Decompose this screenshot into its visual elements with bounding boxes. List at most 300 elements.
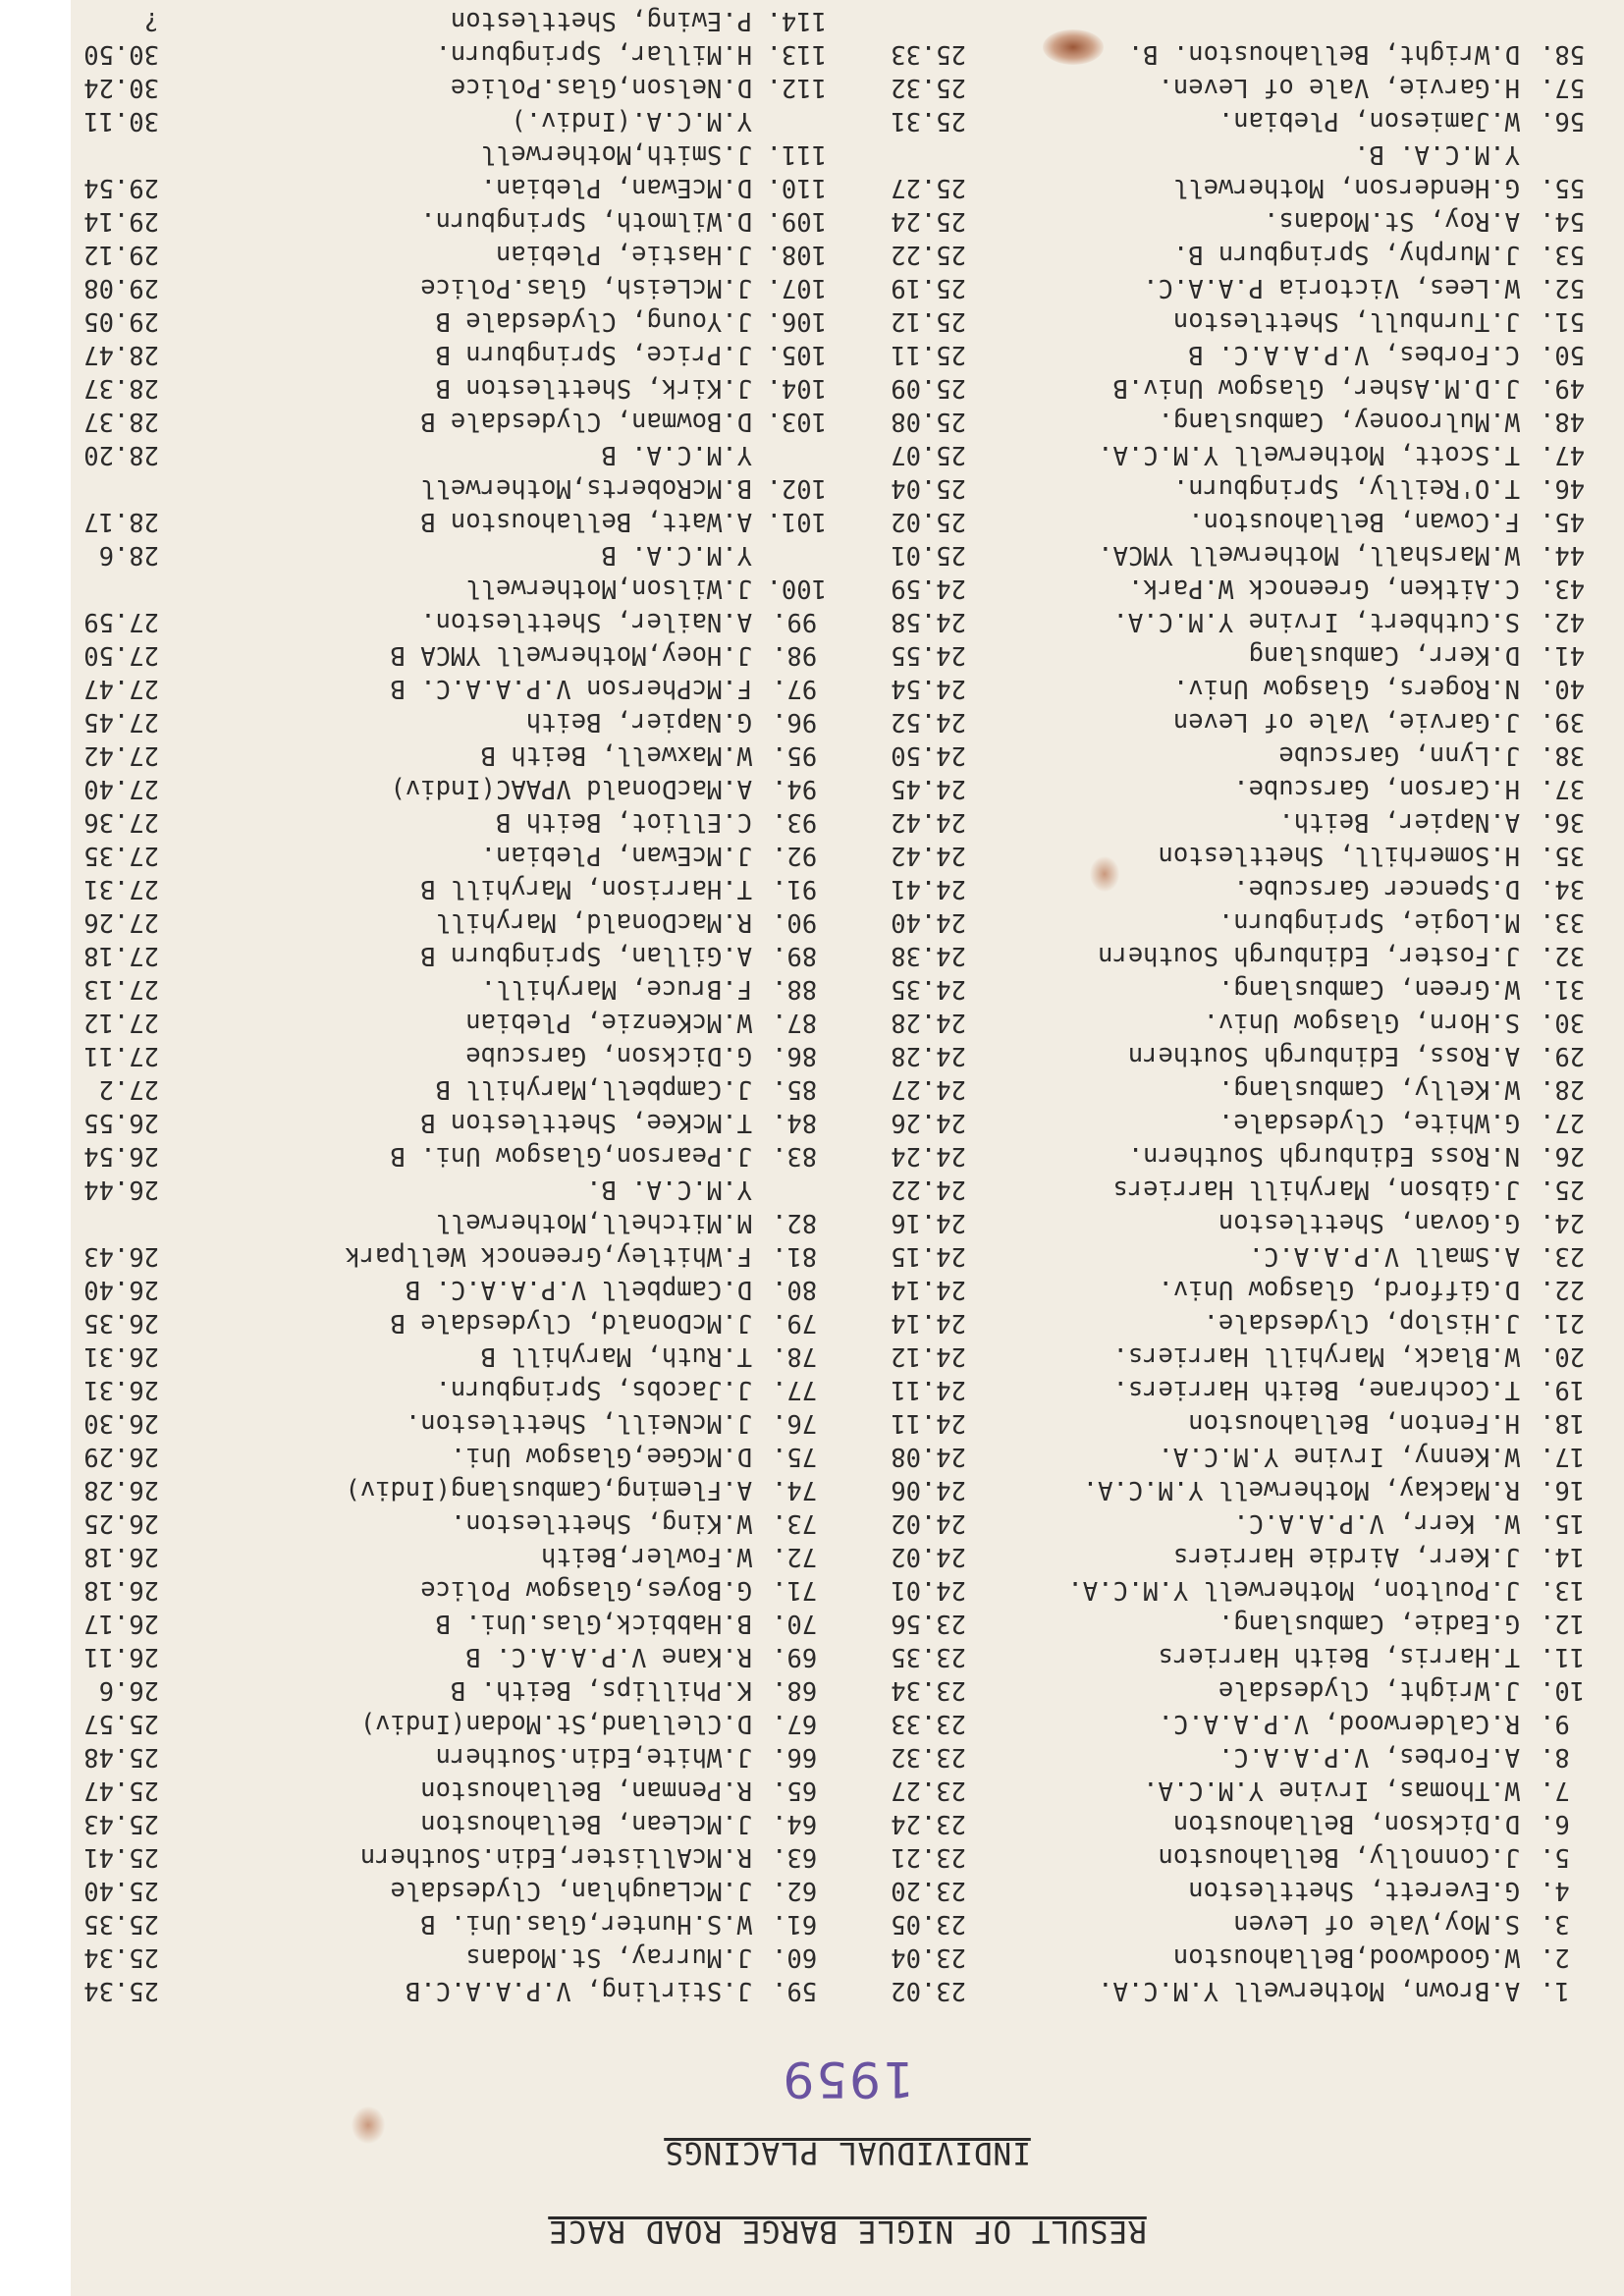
placing-time: 24.50 [891, 740, 966, 770]
placing-time: 26.11 [83, 1642, 159, 1671]
placing-position: 37. [1540, 774, 1586, 803]
placing-time: 23.24 [891, 1809, 966, 1838]
placing-position: 40. [1540, 674, 1586, 703]
placing-time: 26.43 [83, 1241, 159, 1271]
placing-time: 25.57 [83, 1709, 159, 1738]
placing-position: 71. [772, 1575, 818, 1605]
placing-time: 28.17 [83, 507, 159, 536]
placing-position: 19. [1540, 1375, 1586, 1404]
placing-name: J.Murphy, Springburn B. [1172, 240, 1520, 269]
placing-time: 30.24 [83, 73, 159, 102]
placing-time: 25.09 [891, 373, 966, 403]
placing-position: 106. [766, 306, 827, 336]
placing-time: 27.35 [83, 841, 159, 870]
placing-position: 91. [772, 874, 818, 903]
placing-name: A.Brown, Motherwell Y.M.C.A. [1098, 1976, 1520, 2005]
placing-time: 23.20 [891, 1876, 966, 1905]
placing-name: G.White, Clydesdale. [1218, 1108, 1520, 1137]
placing-name: R.Kane V.P.A.A.C. B [465, 1642, 752, 1671]
placing-time: 27.31 [83, 874, 159, 903]
placing-position: 59. [772, 1976, 818, 2005]
placing-time: 25.34 [83, 1942, 159, 1972]
placing-name: J.Hastie, Plebian [496, 240, 752, 269]
placing-name: J.McDonald, Clydesdale B [390, 1308, 752, 1338]
placing-position: 77. [772, 1375, 818, 1404]
placing-position: 29. [1540, 1041, 1586, 1070]
scanner-margin [0, 0, 71, 2296]
placing-time: 24.54 [891, 674, 966, 703]
placing-time: 24.02 [891, 1508, 966, 1538]
placing-time: 28.37 [83, 373, 159, 403]
placing-name: A.Ross, Edinburgh Southern [1127, 1041, 1520, 1070]
placing-time: 25.08 [891, 407, 966, 436]
placing-position: 13. [1540, 1575, 1586, 1605]
placing-position: 72. [772, 1542, 818, 1571]
placing-position: 80. [772, 1275, 818, 1304]
placing-time: 26.35 [83, 1308, 159, 1338]
placing-position: 52. [1540, 273, 1586, 302]
placing-time: 27.26 [83, 907, 159, 937]
placing-name: C.Aitken, Greenock W.Park. [1127, 574, 1520, 603]
placing-position: 95. [772, 740, 818, 770]
placing-name: F.Whitley,Greenock Wellpark [345, 1241, 752, 1271]
placing-time: 27.42 [83, 740, 159, 770]
placing-name: J.Jacobs, Springburn. [435, 1375, 752, 1404]
placing-position: 28. [1540, 1074, 1586, 1104]
placing-time: 28.6 [98, 540, 159, 570]
placing-name: D.Clelland,St.Modan(Indiv) [359, 1709, 752, 1738]
placing-name: R.McAllister,Edin.Southern [359, 1842, 752, 1872]
placing-name: A.Forbes, V.P.A.A.C. [1218, 1742, 1520, 1772]
placing-time: 24.24 [891, 1141, 966, 1171]
placing-time: 25.02 [891, 507, 966, 536]
placing-position: 55. [1540, 173, 1586, 202]
placing-position: 75. [772, 1442, 818, 1471]
placing-position: 85. [772, 1074, 818, 1104]
placing-name: W.Goodwood,Bellahouston [1172, 1942, 1520, 1972]
placing-time: 26.18 [83, 1542, 159, 1571]
placing-time: 26.55 [83, 1108, 159, 1137]
placing-name: S.Cuthbert, Irvine Y.M.C.A. [1112, 607, 1520, 636]
placing-name: J.McLaughlan, Clydesdale [390, 1876, 752, 1905]
placing-name: G.Eadie, Cambuslang. [1218, 1609, 1520, 1638]
placing-name: A.Nailer, Shettleston. [420, 607, 752, 636]
placing-name: G.Everett, Shettleston [1188, 1876, 1520, 1905]
placing-time: 24.11 [891, 1375, 966, 1404]
placing-time: 28.20 [83, 440, 159, 469]
placing-position: 21. [1540, 1308, 1586, 1338]
placing-name: R.Mackay, Motherwell Y.M.C.A. [1082, 1475, 1520, 1504]
placing-name: J.Campbell,Maryhill B [435, 1074, 752, 1104]
placing-time: 25.40 [83, 1876, 159, 1905]
placing-name: G.Govan, Shettleston [1218, 1208, 1520, 1237]
placing-name: W.Marshall, Motherwell YMCA. [1098, 540, 1520, 570]
placing-time: 26.54 [83, 1141, 159, 1171]
placing-name: J.Turnbull, Shettleston [1172, 306, 1520, 336]
placing-position: 105. [766, 340, 827, 369]
placing-time: 24.14 [891, 1308, 966, 1338]
placing-name: H.Carson, Garscube. [1233, 774, 1520, 803]
placing-time: 25.27 [891, 173, 966, 202]
placing-time: 27.50 [83, 640, 159, 670]
placing-name: Y.M.C.A.(Indiv.) [511, 106, 752, 136]
placing-time: 29.54 [83, 173, 159, 202]
placing-position: 110. [766, 173, 827, 202]
placing-time: 25.41 [83, 1842, 159, 1872]
placing-position: 42. [1540, 607, 1586, 636]
placing-time: 24.55 [891, 640, 966, 670]
placing-time: 24.45 [891, 774, 966, 803]
placing-position: 100. [766, 574, 827, 603]
placing-name: R.MacDonald, Maryhill [435, 907, 752, 937]
placing-position: 54. [1540, 206, 1586, 236]
placing-name: J.Pearson,Glasgow Uni. B [390, 1141, 752, 1171]
placing-name: G.Napier, Beith [525, 707, 752, 737]
placing-position: 67. [772, 1709, 818, 1738]
placing-time: 25.43 [83, 1809, 159, 1838]
placing-time: 24.35 [891, 974, 966, 1004]
placing-time: 24.28 [891, 1041, 966, 1070]
placing-name: W.Thomas, Irvine Y.M.C.A. [1143, 1776, 1520, 1805]
placing-position: 53. [1540, 240, 1586, 269]
placing-time: 26.30 [83, 1408, 159, 1438]
placing-name: W.McKenzie, Plebian [465, 1008, 752, 1037]
placing-time: 24.15 [891, 1241, 966, 1271]
placing-time: 27.11 [83, 1041, 159, 1070]
placing-time: 23.02 [891, 1976, 966, 2005]
placing-time: 23.05 [891, 1909, 966, 1939]
placing-name: W.Black, Maryhill Harriers. [1112, 1341, 1520, 1371]
placing-time: 24.58 [891, 607, 966, 636]
placing-time: 25.48 [83, 1742, 159, 1772]
placing-position: 112. [766, 73, 827, 102]
placing-name: J.McLean, Bellahouston [420, 1809, 752, 1838]
placing-position: 14. [1540, 1542, 1586, 1571]
placing-position: 44. [1540, 540, 1586, 570]
placing-name: A.MacDonald VPAAC(Indiv) [390, 774, 752, 803]
placing-time: 26.44 [83, 1175, 159, 1204]
results-sheet [71, 0, 1624, 2296]
placing-time: 27.40 [83, 774, 159, 803]
placing-name: D.Wright, Bellahouston. B. [1127, 39, 1520, 69]
placing-time: 23.27 [891, 1776, 966, 1805]
placing-position: 86. [772, 1041, 818, 1070]
placing-name: T.Harrison, Maryhill B [420, 874, 752, 903]
placing-name: K.Phillips, Beith. B [450, 1675, 752, 1705]
placing-name: J.Young, Clydesdale B [435, 306, 752, 336]
placing-name: A.Watt, Bellahouston B [420, 507, 752, 536]
placing-name: W.Maxwell, Beith B [480, 740, 752, 770]
placing-time: 24.27 [891, 1074, 966, 1104]
placing-position: 35. [1540, 841, 1586, 870]
placing-position: 24. [1540, 1208, 1586, 1237]
placing-time: 24.52 [891, 707, 966, 737]
placing-name: W.Kenny, Irvine Y.M.C.A. [1158, 1442, 1520, 1471]
placing-position: 5. [1540, 1842, 1570, 1872]
placing-time: 26.6 [98, 1675, 159, 1705]
placing-time: 25.07 [891, 440, 966, 469]
placing-name: J.Murray, St.Modans [465, 1942, 752, 1972]
placing-name: C.Elliot, Beith B [496, 807, 752, 837]
placing-time: 25.34 [83, 1976, 159, 2005]
placing-time: 25.32 [891, 73, 966, 102]
placing-time: 26.40 [83, 1275, 159, 1304]
placing-name: J.White,Edin.Southern [435, 1742, 752, 1772]
placing-position: 45. [1540, 507, 1586, 536]
placing-position: 15. [1540, 1508, 1586, 1538]
placing-time: 29.08 [83, 273, 159, 302]
placing-position: 82. [772, 1208, 818, 1237]
placing-position: 87. [772, 1008, 818, 1037]
placing-time: 27.36 [83, 807, 159, 837]
placing-name: A.Fleming,Cambuslang(Indiv) [345, 1475, 752, 1504]
placing-time: 23.04 [891, 1942, 966, 1972]
placing-name: H.Garvie, Vale of Leven. [1158, 73, 1520, 102]
placing-name: W.Mulrooney, Cambuslang. [1158, 407, 1520, 436]
placing-time: 23.32 [891, 1742, 966, 1772]
placing-time: 24.42 [891, 841, 966, 870]
placing-position: 41. [1540, 640, 1586, 670]
placing-name: H.Millar, Springburn. [435, 39, 752, 69]
placing-name: J.Foster, Edinburgh Southern [1098, 941, 1520, 970]
placing-position: 51. [1540, 306, 1586, 336]
placing-position: 62. [772, 1876, 818, 1905]
placing-name: D.Campbell V.P.A.A.C. B [405, 1275, 752, 1304]
placing-position: 69. [772, 1642, 818, 1671]
placing-position: 78. [772, 1341, 818, 1371]
placing-time: 29.12 [83, 240, 159, 269]
placing-position: 84. [772, 1108, 818, 1137]
placing-name: H.Somerhill, Shettleston [1158, 841, 1520, 870]
placing-position: 88. [772, 974, 818, 1004]
placing-time: 28.47 [83, 340, 159, 369]
placing-time: 26.28 [83, 1475, 159, 1504]
placing-name: Y.M.C.A. B [601, 440, 752, 469]
placing-name: G.Boyes,Glasgow Police [420, 1575, 752, 1605]
placing-time: 26.29 [83, 1442, 159, 1471]
placing-time: 28.37 [83, 407, 159, 436]
placing-position: 68. [772, 1675, 818, 1705]
placing-position: 9. [1540, 1709, 1570, 1738]
placing-name: D.McEwan, Plebian. [480, 173, 752, 202]
placing-name: R.Penman, Bellahouston [420, 1776, 752, 1805]
placing-position: 32. [1540, 941, 1586, 970]
placing-name: W.Lees, Victoria P.A.A.C. [1143, 273, 1520, 302]
placing-time: 24.59 [891, 574, 966, 603]
placing-position: 97. [772, 674, 818, 703]
placing-name: T.Ruth, Maryhill B [480, 1341, 752, 1371]
placing-position: 1. [1540, 1976, 1570, 2005]
placing-position: 20. [1540, 1341, 1586, 1371]
placing-time: 25.31 [891, 106, 966, 136]
placing-position: 49. [1540, 373, 1586, 403]
placing-name: D.Nelson,Glas.Police [450, 73, 752, 102]
placing-name: J.McNeill, Shettleston. [405, 1408, 752, 1438]
placing-name: W. Kerr, V.P.A.A.C. [1233, 1508, 1520, 1538]
placing-name: J.Gibson, Maryhill Harriers [1112, 1175, 1520, 1204]
placing-position: 34. [1540, 874, 1586, 903]
placing-position: 73. [772, 1508, 818, 1538]
placing-time: 23.35 [891, 1642, 966, 1671]
placing-time: 25.24 [891, 206, 966, 236]
placing-position: 3. [1540, 1909, 1570, 1939]
placing-position: 30. [1540, 1008, 1586, 1037]
placing-time: ? [143, 6, 159, 35]
placing-time: 26.31 [83, 1375, 159, 1404]
placing-position: 12. [1540, 1609, 1586, 1638]
placing-time: 26.25 [83, 1508, 159, 1538]
placing-time: 25.04 [891, 473, 966, 503]
placing-time: 24.06 [891, 1475, 966, 1504]
placing-name: B.McRoberts,Motherwell [420, 473, 752, 503]
placing-time: 25.35 [83, 1909, 159, 1939]
rust-stain [352, 2106, 385, 2144]
placing-position: 18. [1540, 1408, 1586, 1438]
placing-name: S.Horn, Glasgow Univ. [1203, 1008, 1520, 1037]
placing-time: 24.38 [891, 941, 966, 970]
placing-name: J.Wright, Clydesdale [1218, 1675, 1520, 1705]
placing-time: 27.13 [83, 974, 159, 1004]
placing-name: J.McEwan, Plebian. [480, 841, 752, 870]
placing-position: 99. [772, 607, 818, 636]
placing-position: 94. [772, 774, 818, 803]
placing-name: S.Moy,Vale of Leven [1233, 1909, 1520, 1939]
placing-position: 109. [766, 206, 827, 236]
placing-position: 8. [1540, 1742, 1570, 1772]
placing-name: B.Habbick,Glas.Uni. B [435, 1609, 752, 1638]
placing-name: F.Bruce, Maryhill. [480, 974, 752, 1004]
placing-time: 25.12 [891, 306, 966, 336]
placing-time: 27.2 [98, 1074, 159, 1104]
placing-time: 27.45 [83, 707, 159, 737]
placing-name: W.King, Shettleston. [450, 1508, 752, 1538]
placing-position: 27. [1540, 1108, 1586, 1137]
placing-position: 4. [1540, 1876, 1570, 1905]
placing-time: 30.11 [83, 106, 159, 136]
placing-time: 23.56 [891, 1609, 966, 1638]
placing-name: H.Fenton, Bellahouston [1188, 1408, 1520, 1438]
placing-name: T.Scott, Motherwell Y.M.C.A. [1098, 440, 1520, 469]
placing-time: 27.18 [83, 941, 159, 970]
placing-name: J.Kerr, Airdie Harriers [1172, 1542, 1520, 1571]
placing-time: 23.34 [891, 1675, 966, 1705]
placing-name: A.Napier, Beith. [1278, 807, 1520, 837]
placing-position: 103. [766, 407, 827, 436]
placing-position: 104. [766, 373, 827, 403]
placing-position: 98. [772, 640, 818, 670]
placing-time: 30.50 [83, 39, 159, 69]
placing-position: 90. [772, 907, 818, 937]
placing-time: 24.12 [891, 1341, 966, 1371]
placing-time: 24.14 [891, 1275, 966, 1304]
placing-position: 33. [1540, 907, 1586, 937]
placing-name: J.Garvie, Vale of Leven [1172, 707, 1520, 737]
placing-name: F.Cowan, Bellahouston. [1188, 507, 1520, 536]
placing-name: J.Kirk, Shettleston B [435, 373, 752, 403]
placing-name: G.Dickson, Garscube [465, 1041, 752, 1070]
placing-name: J.McLeish, Glas.Police [420, 273, 752, 302]
placing-time: 27.59 [83, 607, 159, 636]
placing-position: 39. [1540, 707, 1586, 737]
placing-position: 25. [1540, 1175, 1586, 1204]
placing-time: 23.33 [891, 1709, 966, 1738]
placing-name: N.Rogers, Glasgow Univ. [1172, 674, 1520, 703]
placing-time: 26.31 [83, 1341, 159, 1371]
placing-name: D.Kerr, Cambuslang [1248, 640, 1520, 670]
placing-position: 47. [1540, 440, 1586, 469]
placing-name: J.Poulton, Motherwell Y.M.C.A. [1067, 1575, 1520, 1605]
placing-name: A.Small V.P.A.A.C. [1248, 1241, 1520, 1271]
placing-name: W.Kelly, Cambuslang. [1218, 1074, 1520, 1104]
page-title: RESULT OF NIGLE BARGE ROAD RACE [548, 2214, 1147, 2249]
section-heading: INDIVIDUAL PLACINGS [664, 2135, 1031, 2170]
placing-position: 36. [1540, 807, 1586, 837]
placing-position: 50. [1540, 340, 1586, 369]
placing-position: 57. [1540, 73, 1586, 102]
placing-name: J.Stirling, V.P.A.A.C.B [405, 1976, 752, 2005]
placing-name: J.Hoey,Motherwell YMCA B [390, 640, 752, 670]
placing-position: 63. [772, 1842, 818, 1872]
placing-time: 24.26 [891, 1108, 966, 1137]
placing-time: 23.21 [891, 1842, 966, 1872]
placing-time: 29.05 [83, 306, 159, 336]
placing-name: M.Mitchell,Motherwell [435, 1208, 752, 1237]
placing-name: Y.M.C.A. B [601, 540, 752, 570]
placing-position: 76. [772, 1408, 818, 1438]
placing-position: 60. [772, 1942, 818, 1972]
placing-time: 24.42 [891, 807, 966, 837]
placing-time: 27.12 [83, 1008, 159, 1037]
placing-name: P.Ewing, Shettleston [450, 6, 752, 35]
placing-name: G.Henderson, Motherwell [1172, 173, 1520, 202]
placing-position: 6. [1540, 1809, 1570, 1838]
placing-time: 25.33 [891, 39, 966, 69]
placing-position: 38. [1540, 740, 1586, 770]
placing-position: 96. [772, 707, 818, 737]
placing-position: 79. [772, 1308, 818, 1338]
placing-name: A.Roy, St.Modans. [1264, 206, 1520, 236]
placing-name: T.O'Reilly, Springburn. [1172, 473, 1520, 503]
placing-position: 46. [1540, 473, 1586, 503]
placing-position: 66. [772, 1742, 818, 1772]
placing-name: J.Connolly, Bellahouston [1158, 1842, 1520, 1872]
placing-name: D.Bowman, Clydesdale B [420, 407, 752, 436]
placing-position: 113. [766, 39, 827, 69]
placing-time: 24.28 [891, 1008, 966, 1037]
placing-name: T.Cochrane, Beith Harriers. [1112, 1375, 1520, 1404]
placing-time: 29.14 [83, 206, 159, 236]
placing-position: 107. [766, 273, 827, 302]
placing-name: D.Gifford, Glasgow Univ. [1158, 1275, 1520, 1304]
placing-position: 22. [1540, 1275, 1586, 1304]
placing-position: 81. [772, 1241, 818, 1271]
placing-time: 24.11 [891, 1408, 966, 1438]
placing-time: 25.47 [83, 1776, 159, 1805]
placing-position: 26. [1540, 1141, 1586, 1171]
placing-name: W.S.Hunter,Glas.Uni. B [420, 1909, 752, 1939]
placing-name: J.Hislop, Clydesdale. [1203, 1308, 1520, 1338]
placing-time: 24.22 [891, 1175, 966, 1204]
placing-position: 2. [1540, 1942, 1570, 1972]
placing-name: D.Wilmoth, Springburn. [420, 206, 752, 236]
placing-time: 25.01 [891, 540, 966, 570]
placing-position: 11. [1540, 1642, 1586, 1671]
placing-name: R.Calderwood, V.P.A.A.C. [1158, 1709, 1520, 1738]
placing-position: 93. [772, 807, 818, 837]
placing-position: 61. [772, 1909, 818, 1939]
placing-position: 92. [772, 841, 818, 870]
placing-time: 24.08 [891, 1442, 966, 1471]
